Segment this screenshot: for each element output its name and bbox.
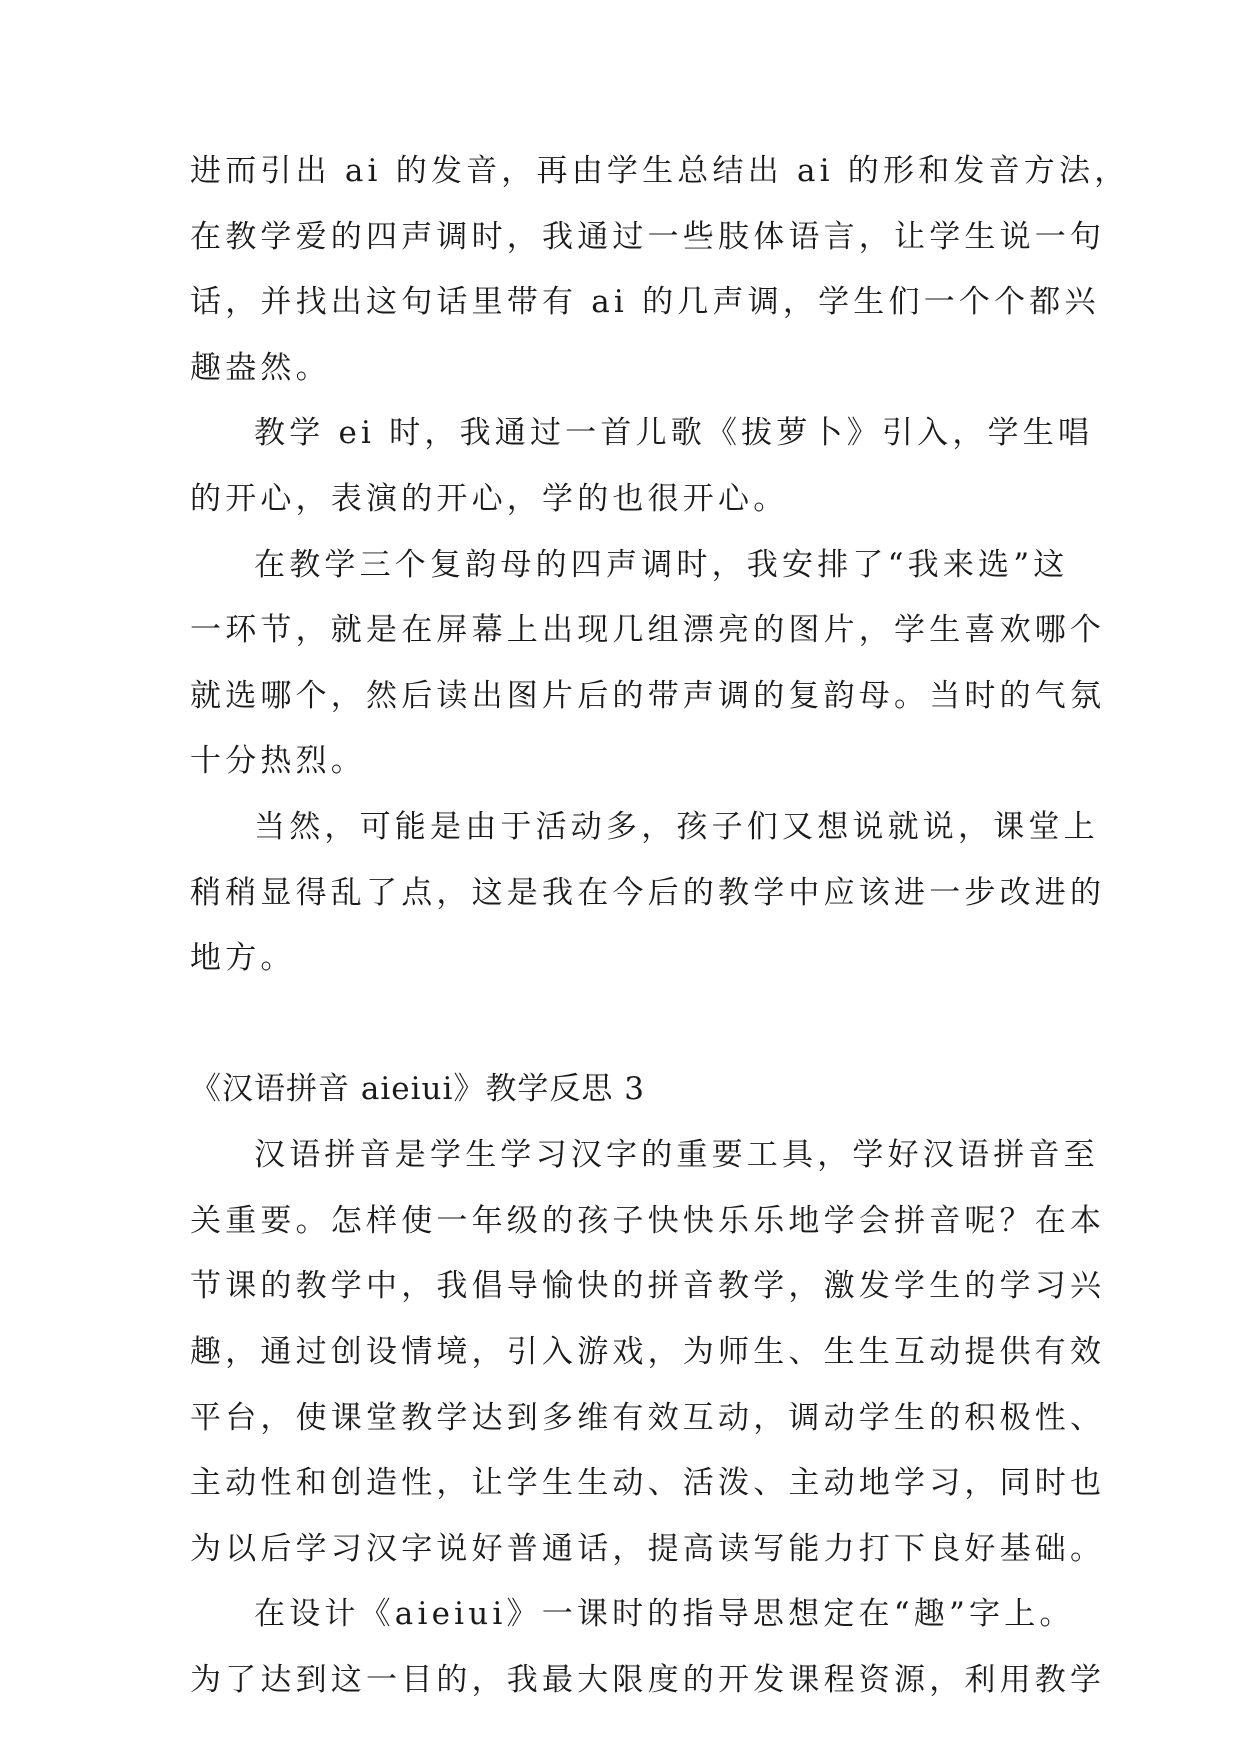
text-line: 在设计《aieiui》一课时的指导思想定在“趣”字上。 xyxy=(254,1596,1075,1633)
text-line: 就选哪个，然后读出图片后的带声调的复韵母。当时的气氛 xyxy=(190,677,1106,714)
text-line: 节课的教学中，我倡导愉快的拼音教学，激发学生的学习兴 xyxy=(190,1268,1106,1305)
section-title: 《汉语拼音 aieiui》教学反思 3 xyxy=(190,1070,645,1107)
text-line: 稍稍显得乱了点，这是我在今后的教学中应该进一步改进的 xyxy=(190,874,1106,911)
text-line: 趣盎然。 xyxy=(190,349,331,386)
text-line: 为了达到这一目的，我最大限度的开发课程资源，利用教学 xyxy=(190,1662,1106,1698)
text-line: 为以后学习汉字说好普通话，提高读写能力打下良好基础。 xyxy=(190,1530,1106,1567)
text-line: 当然，可能是由于活动多，孩子们又想说就说，课堂上 xyxy=(254,809,1099,846)
text-line: 的开心，表演的开心，学的也很开心。 xyxy=(190,481,789,518)
text-line: 关重要。怎样使一年级的孩子快快乐乐地学会拼音呢？在本 xyxy=(190,1202,1106,1239)
text-line: 话，并找出这句话里带有 ai 的几声调，学生们一个个都兴 xyxy=(190,284,1100,321)
text-line: 趣，通过创设情境，引入游戏，为师生、生生互动提供有效 xyxy=(190,1333,1106,1370)
text-line: 平台，使课堂教学达到多维有效互动，调动学生的积极性、 xyxy=(190,1399,1106,1436)
text-line: 一环节，就是在屏幕上出现几组漂亮的图片，学生喜欢哪个 xyxy=(190,612,1106,649)
text-line: 进而引出 ai 的发音，再由学生总结出 ai 的形和发音方法， xyxy=(190,153,1130,189)
text-line: 十分热烈。 xyxy=(190,743,366,780)
text-line: 主动性和创造性，让学生生动、活泼、主动地学习，同时也 xyxy=(190,1465,1106,1502)
text-line: 汉语拼音是学生学习汉字的重要工具，学好汉语拼音至 xyxy=(254,1137,1099,1174)
text-line: 教学 ei 时，我通过一首儿歌《拔萝卜》引入，学生唱 xyxy=(254,415,1094,452)
text-line: 在教学三个复韵母的四声调时，我安排了“我来选”这 xyxy=(254,546,1069,583)
text-line: 在教学爱的四声调时，我通过一些肢体语言，让学生说一句 xyxy=(190,218,1106,255)
text-line: 地方。 xyxy=(190,940,296,977)
